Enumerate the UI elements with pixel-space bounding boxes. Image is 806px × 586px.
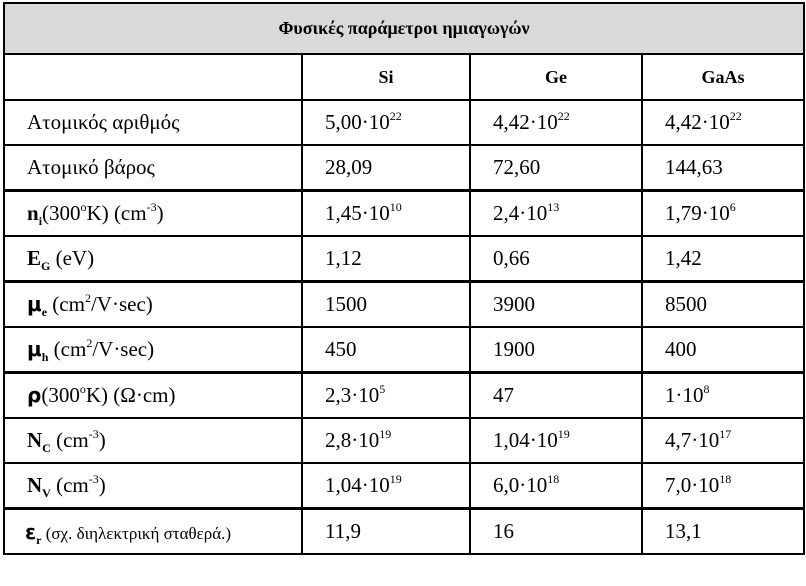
value-mantissa: 2,3·10: [325, 383, 380, 407]
value-exponent: 18: [547, 472, 560, 486]
value-exponent: 18: [719, 472, 732, 486]
value-mantissa: 28,09: [325, 155, 373, 179]
table-row: [4, 191, 804, 237]
value-exponent: 22: [389, 109, 402, 123]
table-title: Φυσικές παράμετροι ημιαγωγών: [4, 3, 804, 54]
value-cell-gaas: [642, 418, 804, 463]
value-cell-gaas: [642, 373, 804, 419]
value-cell-si: [302, 236, 470, 282]
value-mantissa: 4,42·10: [493, 110, 558, 134]
value-cell-ge: [470, 236, 642, 282]
value-exponent: 19: [389, 472, 402, 486]
value-mantissa: 4,7·10: [665, 428, 720, 452]
value-cell-si: [302, 100, 470, 145]
table-row: [4, 418, 804, 463]
label-text: (σχ. διηλεκτρική σταθερά.): [41, 523, 232, 543]
label-subscript: h: [41, 350, 49, 364]
value-cell-gaas: [642, 191, 804, 237]
label-symbol: ρ: [27, 383, 42, 407]
table-row: [4, 100, 804, 145]
value-mantissa: 1,79·10: [665, 201, 730, 225]
label-text: (300: [41, 383, 80, 407]
value-cell-si: [302, 145, 470, 191]
value-mantissa: 1,04·10: [493, 428, 558, 452]
table-row: [4, 145, 804, 191]
value-mantissa: 7,0·10: [665, 473, 720, 497]
parameters-table-container: [3, 2, 803, 555]
value-mantissa: 450: [325, 337, 357, 361]
label-text: Ατομικό βάρος: [27, 155, 155, 179]
value-cell-ge: [470, 282, 642, 328]
table-row: [4, 373, 804, 419]
label-text: (cm: [50, 473, 89, 497]
column-header-si: Si: [302, 54, 470, 100]
value-exponent: 19: [557, 427, 570, 441]
value-mantissa: 1,45·10: [325, 201, 390, 225]
value-mantissa: 13,1: [665, 519, 702, 543]
value-mantissa: 16: [493, 519, 514, 543]
value-mantissa: 2,4·10: [493, 201, 548, 225]
value-exponent: 5: [379, 382, 386, 396]
label-text: ): [98, 473, 106, 497]
value-mantissa: 3900: [493, 292, 535, 316]
value-mantissa: 8500: [665, 292, 707, 316]
label-subscript: V: [42, 486, 51, 500]
value-mantissa: 144,63: [665, 155, 723, 179]
label-subscript: G: [41, 259, 51, 273]
value-cell-ge: [470, 191, 642, 237]
value-cell-si: [302, 327, 470, 373]
label-degree: o: [80, 200, 87, 214]
semiconductor-parameters-table: [3, 2, 805, 555]
label-exponent: 2: [84, 291, 91, 305]
value-mantissa: 1,04·10: [325, 473, 390, 497]
value-mantissa: 1900: [493, 337, 535, 361]
value-cell-gaas: [642, 282, 804, 328]
header-empty-cell: [4, 54, 302, 100]
label-symbol: μ: [27, 337, 42, 361]
label-text: K) (cm: [86, 201, 147, 225]
value-cell-ge: [470, 145, 642, 191]
value-cell-ge: [470, 509, 642, 555]
label-text: (300: [42, 201, 81, 225]
value-exponent: 22: [557, 109, 570, 123]
row-label: [4, 282, 302, 328]
value-exponent: 6: [729, 200, 736, 214]
row-label: [4, 191, 302, 237]
value-exponent: 17: [719, 427, 732, 441]
label-symbol: ε: [25, 519, 37, 544]
row-label: [4, 327, 302, 373]
value-cell-ge: [470, 463, 642, 509]
column-header-ge: Ge: [470, 54, 642, 100]
value-cell-gaas: [642, 145, 804, 191]
label-exponent: -3: [88, 427, 99, 441]
value-cell-gaas: [642, 236, 804, 282]
value-cell-gaas: [642, 463, 804, 509]
value-exponent: 8: [703, 382, 710, 396]
value-cell-ge: [470, 100, 642, 145]
value-cell-gaas: [642, 327, 804, 373]
label-text: (cm: [48, 337, 87, 361]
column-header-gaas: GaAs: [642, 54, 804, 100]
label-text: ): [98, 428, 106, 452]
label-symbol: E: [27, 246, 42, 270]
value-exponent: 13: [547, 200, 560, 214]
value-mantissa: 1,12: [325, 246, 362, 270]
label-symbol: n: [27, 201, 39, 225]
label-subscript: e: [41, 305, 48, 319]
label-text: (cm: [50, 428, 89, 452]
value-mantissa: 47: [493, 383, 514, 407]
value-exponent: 19: [379, 427, 392, 441]
label-text: K) (Ω·cm): [85, 383, 176, 407]
label-symbol: N: [27, 428, 43, 452]
label-subscript: C: [42, 441, 51, 455]
value-cell-ge: [470, 418, 642, 463]
label-exponent: -3: [88, 472, 99, 486]
label-text: ): [156, 201, 164, 225]
label-subscript: i: [38, 214, 43, 228]
value-mantissa: 2,8·10: [325, 428, 380, 452]
value-mantissa: 1·10: [665, 383, 704, 407]
value-mantissa: 5,00·10: [325, 110, 390, 134]
value-mantissa: 4,42·10: [665, 110, 730, 134]
value-cell-si: [302, 282, 470, 328]
row-label: [4, 373, 302, 419]
row-label: [4, 418, 302, 463]
value-cell-si: [302, 509, 470, 555]
label-text: /V·sec): [90, 292, 153, 316]
value-cell-ge: [470, 327, 642, 373]
value-mantissa: 11,9: [325, 519, 361, 543]
table-row: [4, 327, 804, 373]
value-cell-si: [302, 373, 470, 419]
value-mantissa: 72,60: [493, 155, 541, 179]
value-cell-si: [302, 418, 470, 463]
label-exponent: 2: [86, 336, 93, 350]
value-cell-si: [302, 191, 470, 237]
table-row: [4, 236, 804, 282]
row-label: [4, 509, 302, 555]
value-cell-ge: [470, 373, 642, 419]
label-subscript: r: [36, 532, 42, 547]
value-cell-gaas: [642, 100, 804, 145]
table-row: [4, 282, 804, 328]
label-text: (cm: [47, 292, 85, 316]
label-exponent: -3: [146, 200, 157, 214]
header-row: [4, 54, 804, 100]
value-mantissa: 1,42: [665, 246, 702, 270]
label-symbol: μ: [27, 292, 42, 316]
row-label: [4, 463, 302, 509]
label-degree: o: [79, 382, 86, 396]
value-cell-gaas: [642, 509, 804, 555]
value-exponent: 22: [729, 109, 742, 123]
value-mantissa: 0,66: [493, 246, 530, 270]
table-row: [4, 463, 804, 509]
label-text: (eV): [50, 246, 95, 270]
row-label: [4, 145, 302, 191]
row-label: [4, 236, 302, 282]
label-symbol: N: [27, 473, 43, 497]
value-mantissa: 6,0·10: [493, 473, 548, 497]
value-exponent: 10: [389, 200, 402, 214]
value-mantissa: 400: [665, 337, 697, 361]
value-mantissa: 1500: [325, 292, 367, 316]
label-text: /V·sec): [92, 337, 155, 361]
table-row: [4, 509, 804, 555]
value-cell-si: [302, 463, 470, 509]
label-text: Ατομικός αριθμός: [27, 110, 180, 134]
row-label: [4, 100, 302, 145]
